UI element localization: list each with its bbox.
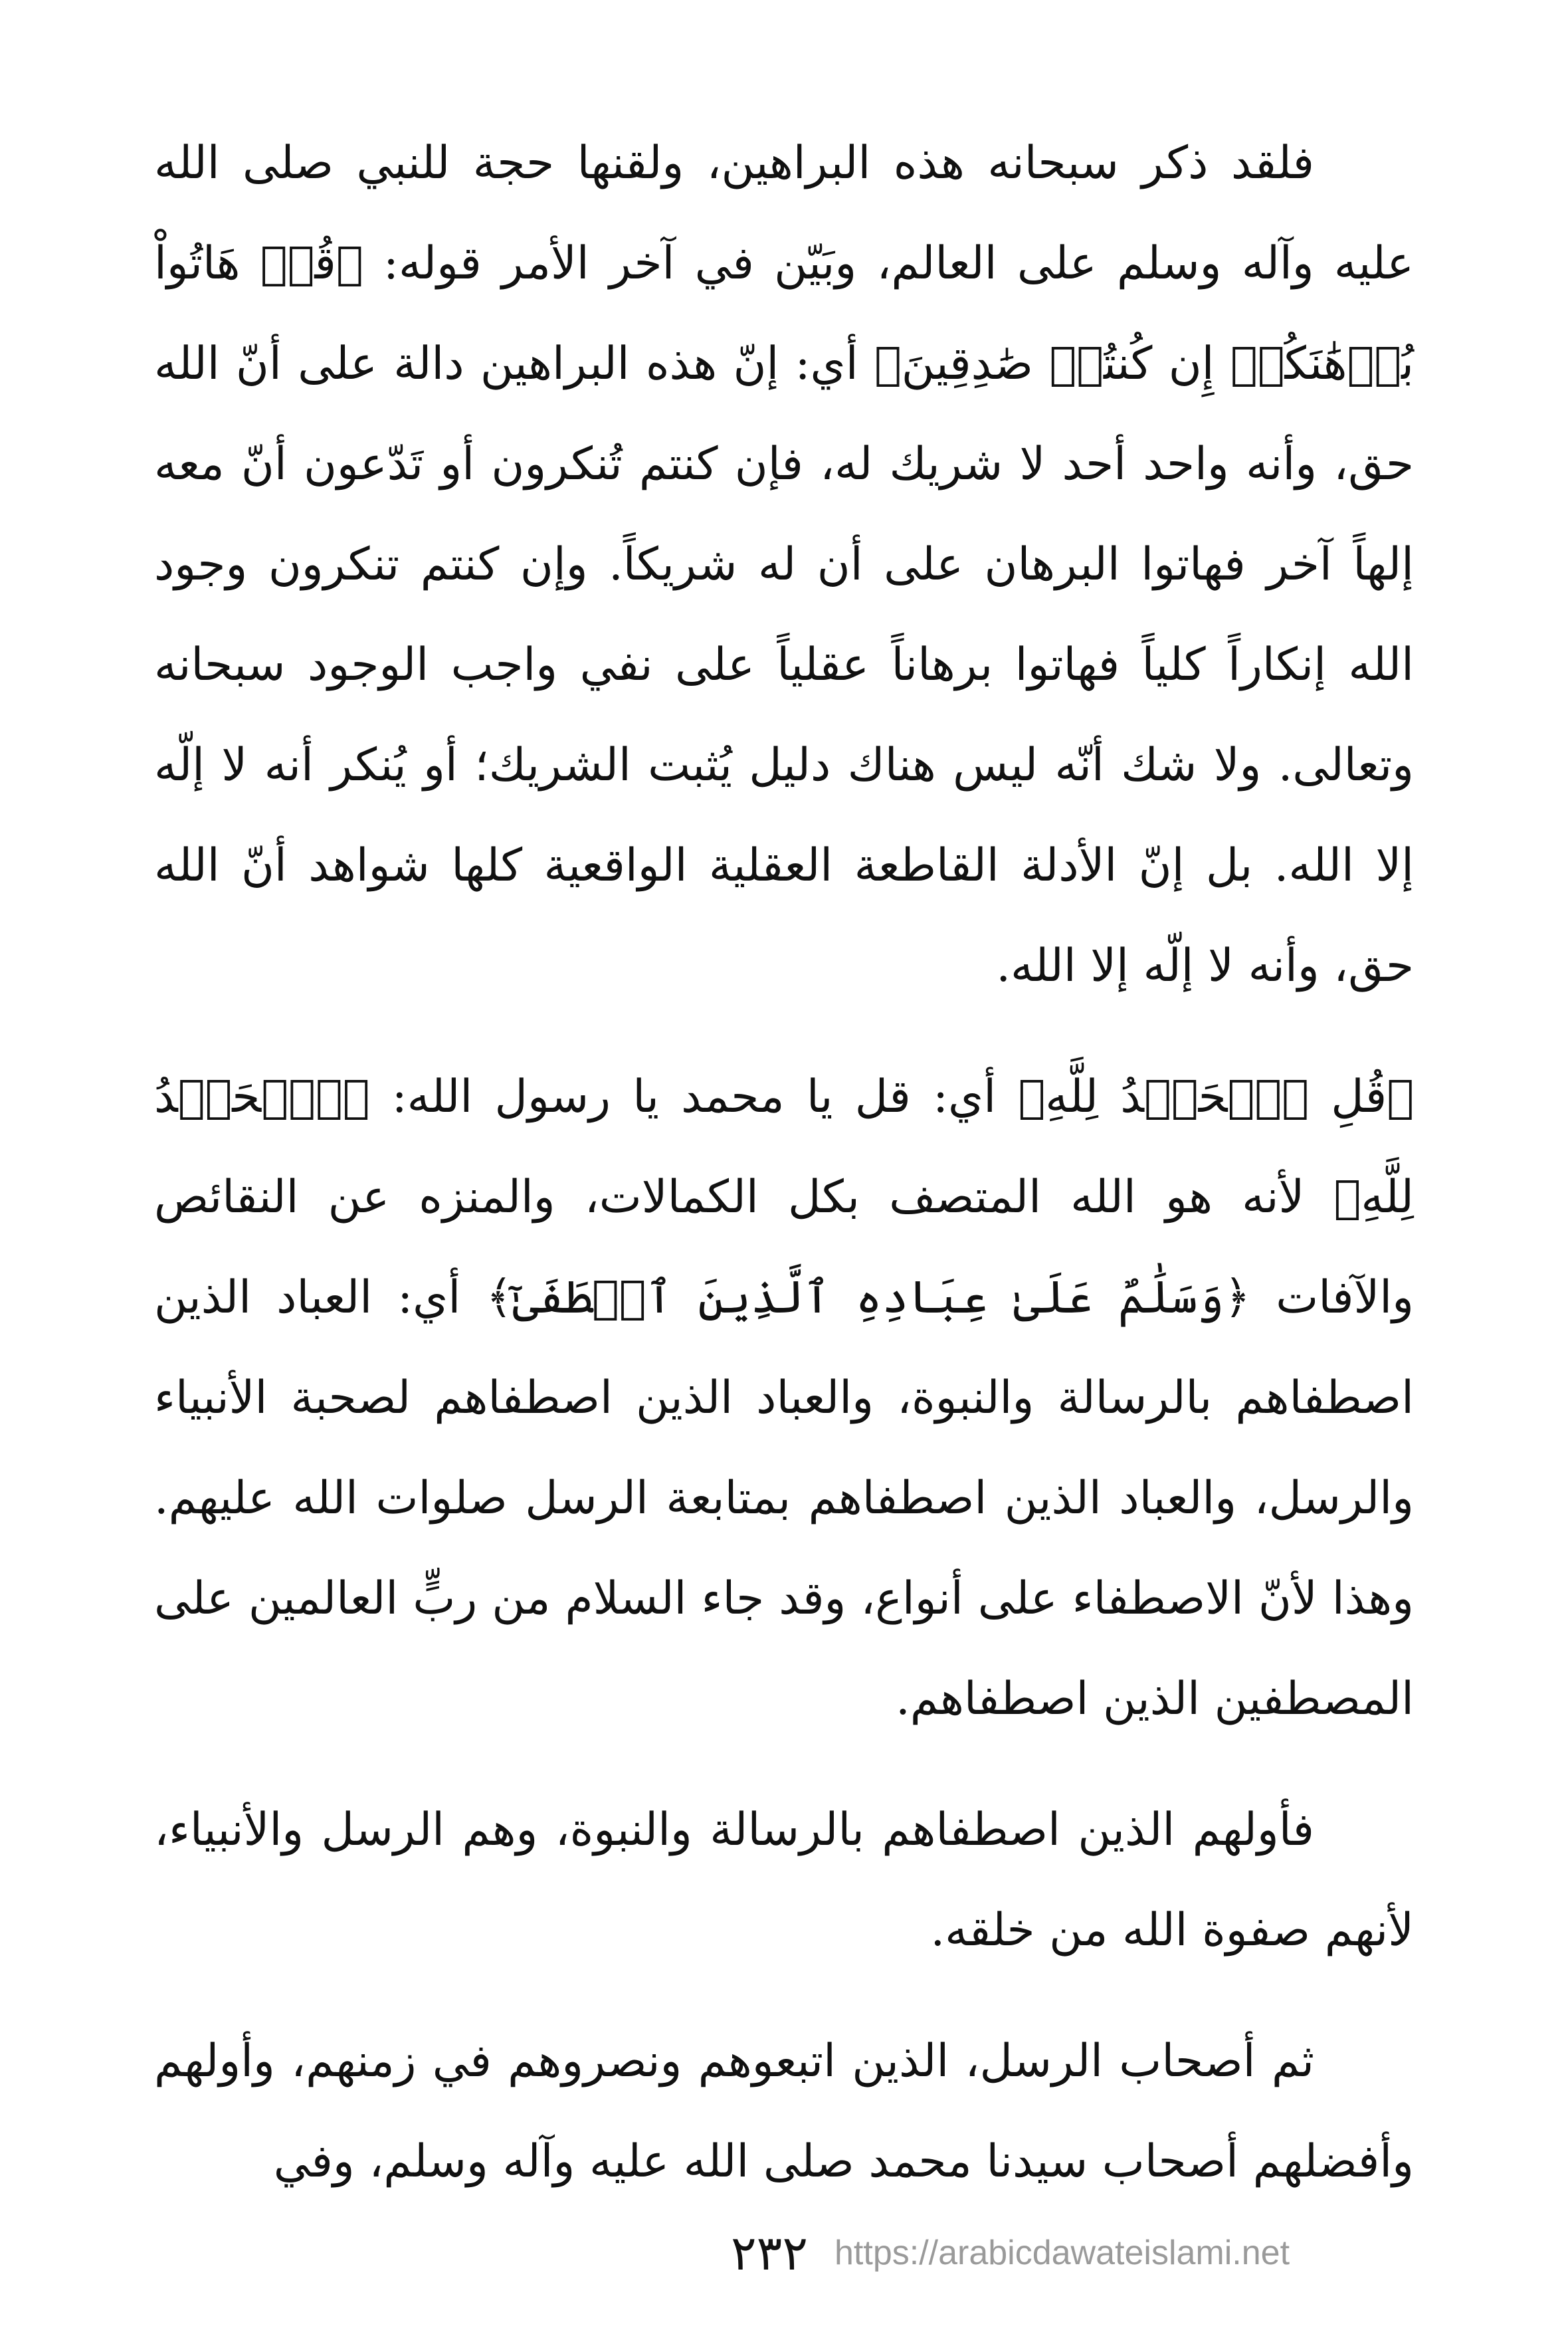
paragraph-4-text-1: ثم أصحاب الرسل، الذين اتبعوهم ونصروهم في زمنهم، وأولهم وأفضلهم أصحاب سيدنا محمد صلى الله عليه وآله وسلم، وفي	[154, 2035, 1414, 2188]
paragraph-1	[154, 113, 1414, 1016]
paragraph-2-text-1: أي: قل يا محمد يا رسول الله:	[369, 1071, 1019, 1123]
quran-verse-bring-proof: ﴿قُلۡ هَاتُواْ بُرۡهَٰنَكُمۡ إِن كُنتُمۡ صَٰدِقِينَ﴾	[154, 237, 1414, 390]
paragraph-4	[154, 2011, 1414, 2212]
body-text	[154, 113, 1414, 2212]
quran-verse-peace-upon-servants: ﴿وَسَلَٰمٌ عَلَىٰ عِبَادِهِ ٱلَّذِينَ ٱصۡطَفَىٰٓ﴾	[486, 1271, 1251, 1324]
page-footer	[731, 2220, 1395, 2286]
page-number: ٢٣٢	[731, 2225, 809, 2281]
paragraph-2	[154, 1047, 1414, 1749]
paragraph-1-text-2: أي: إنّ هذه البراهين دالة على أنّ الله حق، وأنه واحد أحد لا شريك له، فإن كنتم تُنكرون أو تَدّعون أنّ معه إلهاً آخر فهاتوا البرهان على أن له شريكاً. وإن كنتم تنكرون وجود الله إنكاراً كلياً فهاتوا برهاناً عقلياً على نفي واجب الوجود سبحانه وتعالى. ولا شك أنّه ليس هناك دليل يُثبت الشريك؛ أو يُنكر أنه لا إلّه إلا الله. بل إنّ الأدلة القاطعة العقلية الواقعية كلها شواهد أنّ الله حق، وأنه لا إلّه إلا الله.	[154, 338, 1414, 992]
paragraph-3	[154, 1780, 1414, 1980]
quran-verse-praise: ﴿ٱلۡحَمۡدُ لِلَّهِ﴾	[154, 1071, 1415, 1223]
paragraph-2-text-2: لأنه هو الله المتصف بكل الكمالات، والمنزه عن النقائص والآفات	[154, 1171, 1415, 1324]
paragraph-3-text-1: فأولهم الذين اصطفاهم بالرسالة والنبوة، وهم الرسل والأنبياء، لأنهم صفوة الله من خلقه.	[154, 1804, 1414, 1957]
quran-verse-say-praise: ﴿قُلِ ٱلۡحَمۡدُ لِلَّهِ﴾	[1018, 1071, 1415, 1123]
paragraph-1-text-1: فلقد ذكر سبحانه هذه البراهين، ولقنها حجة للنبي صلى الله عليه وآله وسلم على العالم، وبَيّن في آخر الأمر قوله:	[154, 137, 1414, 290]
paragraph-2-text-3: أي: العباد الذين اصطفاهم بالرسالة والنبوة، والعباد الذين اصطفاهم لصحبة الأنبياء والرسل، والعباد الذين اصطفاهم بمتابعة الرسل صلوات الله عليهم. وهذا لأنّ الاصطفاء على أنواع، وقد جاء السلام من ربٍّ العالمين على المصطفين الذين اصطفاهم.	[154, 1271, 1414, 1725]
website-link[interactable]: https://arabicdawateislami.net	[834, 2234, 1290, 2272]
